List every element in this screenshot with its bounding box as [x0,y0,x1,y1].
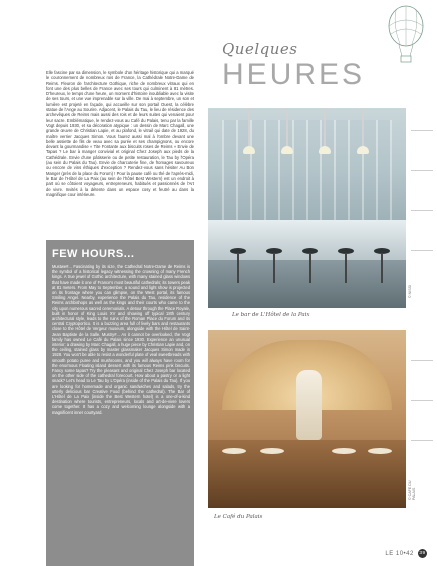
bar-photo [208,108,406,308]
divider [411,170,433,171]
english-article-body: Mustwe#... Fascinating by its size, the Cathedral Notre-Dame de Reims is the symbol of a historical legacy witnessing the crowning of many French kings. A true jewel of Gothic architecture, with many stained glass windows that have made it one of France's most beautiful cathedrals; its towers peak at 81 meters. From May to September, a sound and light show is projected on its frontage where you can glimpse, on the West portal, its famous Smiling Angel. Nearby, experience the Palais du Tau, residence of the Reims archbishops as well as the kings and their courts who came to the city upon numerous sacred ceremonials. A detour through the Place Royale, built in honor of King Louis XV and showing off typical 18th century architectural style, leads to the ruins of the Roman Place du Forum and its central Cryptoportico. It is a buzzing area full of lively bars and restaurants close to the Hôtel de Vergeur museum, alongside with the Hôtel de Saint-Jean Baptiste de la Salle. Mustry#... As it cannot be overlooked, the Vogt family has owned Le Café du Palais since 1930. Experience an unusual interior: a drawing by Marc Chagall, a huge piece by Christian Lapie and, on the ceiling, stained glass by master glassmaker Jacques Simon made in 1928. You won't be able to resist a wonderful plate of veal sweetbreads with smooth potato puree and mushrooms, and you will always have room for the enormous Floating island dessert with its famous Reims pink biscuits. Fancy some tapas? Try the pleasant and original Chez Joseph bar located on the other side of the cathedral forecourt. How about a pastry or a light snack? Let's head to Le Tau by L'Opéra (inside of the Palais du Tau). If you are looking for homemade and organic sandwiches and salads, try the utterly delicious bar Creative Food (behind the cathedral). The Bar of L'Hôtel de La Paix (inside the Best Western hotel) is a one-of-a-kind destination where tourists, entrepreneurs, locals and art-de-vivre lovers come together. It has a cozy and welcoming lounge alongside with a magnificent inner courtyard. [52,264,190,415]
page-footer [385,549,427,558]
divider [411,130,433,131]
english-heading: FEW HOURS... [52,248,135,260]
french-article-body: Elle fascine par sa dimension, le symbole d'un héritage historique qui a marqué le couronnement de nombreux rois de France, la Cathédrale Notre-Dame de Reims. Fleuron de l'architecture Gothique, riche de nombreux vitraux qui en font une des plus belles de France avec ses tours qui culminent à 81 mètres. D'heureux, le temps d'une heure, un moment d'histoire inoubliable avec la visite de ses tours, et une vue imprenable sur la ville. De mai à septembre, un son et lumière est projeté en façade, qui accueille sur son portail Ouest, la célèbre statue de l'Ange au Sourire. Adjacent, le Palais du Tau, le lieu de résidence des archevêques de Reims mais aussi des rois et de leurs suites qui venaient pour leur sacre. Emblématique, le rendez-vous au Café du Palais, tenu par la famille Vogt depuis 1930, et sa décoration atypique : un dessin de Marc Chagall, une grande œuvre de Christian Lapie, et au plafond, le vitrail qui date de 1928, du maître verrier Jacques Simon. Vous l'aurez aussi mal à l'ombre devant une belle assiette de fils de veau avec sa purée et ses champignons, ou encore devant la gourmandise « Tite Fontante aux biscuits roses de Reims » Envie de Tapas ? Le bar à manger convivial et original Chez Joseph aux pieds de la Cathédrale. Envie d'une pâtisserie ou de petite restauration, le Tau by l'Opéra (au sein du Palais du Tau). Envie de charcuterie fine, de fromages savoureux ou encore de vins éthiques d'exception ? Rendez-vous sans hésiter Au Bon Manger (près de la place du Forum) ! Pour la pause café ou thé de l'après-midi, le Bar de l'Hôtel de La Paix (au sein de l'hôtel Best Western) est un endroit à part où se côtoient voyageurs, entrepreneurs, habitués et passionnés de l'Art de vivre. Invités à la détente dans un espace cosy et feutré au dans la magnifique cour intérieure. [46,70,194,197]
page-title: HEURES [222,58,366,91]
english-article-box [46,240,194,566]
divider [411,400,433,401]
divider [411,360,433,361]
bar-photo-caption: Le bar de L'Hôtel de la Paix [232,312,310,318]
title-kicker: Quelques [222,40,298,58]
divider [411,210,433,211]
magazine-name: LE 10•42 [385,551,414,558]
divider [411,250,433,251]
cafe-photo-credit: © CAFE DU PALAIS [408,480,416,500]
divider [411,440,433,441]
bar-photo-credit: © NISSI [408,284,412,298]
cafe-photo-caption: Le Café du Palais [214,514,263,520]
cafe-photo [208,330,406,508]
page-number: 39 [419,551,426,556]
hot-air-balloon-illustration [383,4,429,74]
